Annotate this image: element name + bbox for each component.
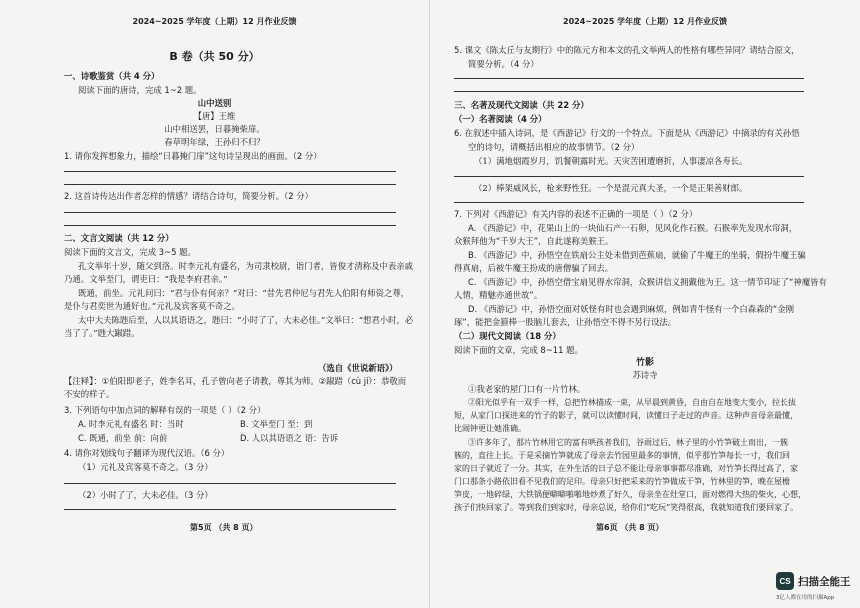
option-a: A. 时李元礼有盛名 时：当时: [78, 419, 184, 429]
note-label: 【注释】: [64, 376, 94, 386]
quoted-poem-1: （1）满地烟霞岁月，饥餐朝露时光。天灾苦困遭磨折，人事凄凉各寿长。: [474, 156, 748, 166]
article-para: ②阳光似乎有一双手一样，总把竹林描成一束，从早晨到黄昏，自由自在地变大变小，拉长拔: [468, 398, 796, 407]
quoted-poem-2: （2）棒架威风长，枪来野性狂。一个是混元真大圣，一个是正果善财郎。: [474, 183, 748, 193]
answer-line: [454, 202, 804, 203]
option-b-cont: 得真扇，后被牛魔王扮成的唐僧骗了回去。: [454, 263, 614, 273]
passage-line: 既通，前坐。元礼问曰：“君与仆有何亲？”对曰：“昔先君仲尼与君先人伯阳有师资之尊，: [78, 288, 410, 298]
page-footer: 第5页 （共 8 页）: [190, 523, 258, 532]
article-para: 笋皮，一地碎绿，大铁锅便噼噼啪啪地炒煮了好久，母亲坐在灶堂口，面对燃得大热的柴火，心想，: [454, 490, 806, 499]
article-para: 短，从家门口探进来的竹子的影子，就可以读懂时间，读懂日子走过的声音。这种声音母亲最懂，: [454, 411, 798, 420]
option-c: C. 《西游记》中，孙悟空借宝扇见得水帘洞，众猴讲信义拥戴他为王。这一情节印证了“神魔皆有: [468, 277, 827, 287]
passage-line: 太中大夫陈韪后至，人以其语语之，韪曰：“小时了了，大未必佳。”文举曰：“想君小时，必: [78, 315, 414, 325]
page-header: 2024~2025 学年度（上期）12 月作业反馈: [563, 17, 727, 26]
passage-line: 当了了。”韪大踧踖。: [64, 328, 140, 338]
scanner-watermark: [776, 572, 856, 604]
option-a-cont: 众猴拜他为“千岁大王”，自此遂称美猴王。: [454, 236, 614, 246]
option-c: C. 既通，前坐 前：向前: [78, 433, 168, 443]
passage-line: 乃通。文举至门，谓吏曰：“我是李府君亲。”: [64, 274, 228, 284]
article-para: 孩子们快回家了。等到我们到家时，母亲总说，给你们“吃玩”笑得很高，我就知道我们要回家了。: [454, 503, 799, 512]
option-d-cont: 琢”，能把金箍棒一股脑儿套去，让孙悟空不得不另行设法。: [454, 317, 677, 327]
poem-author: 【唐】王维: [193, 111, 236, 121]
answer-line: [64, 483, 396, 484]
answer-line: [454, 91, 804, 92]
poetry-section-title: 一、诗歌鉴赏（共 4 分）: [64, 71, 160, 81]
question-4-2: （2）小时了了，大未必佳。（3 分）: [78, 490, 213, 500]
section-3-title: 三、名著及现代文阅读（共 22 分）: [454, 100, 589, 110]
option-a: A. 《西游记》中，花果山上的一块仙石产一石卵，见风化作石猴。石猴率先发现水帘洞，: [468, 223, 798, 233]
option-d: D. 人以其语语之 语：告诉: [240, 433, 339, 443]
page-header: 2024~2025 学年度（上期）12 月作业反馈: [132, 17, 297, 26]
camscanner-logo-icon: CS: [776, 572, 794, 590]
modern-reading-intro: 阅读下面的文章，完成 8~11 题。: [454, 345, 583, 355]
article-author: 苏诗寺: [632, 370, 658, 380]
answer-line: [64, 212, 396, 213]
passage-line: 是仆与君奕世为通好也。”元礼及宾客莫不奇之。: [64, 301, 240, 311]
question-5: 5. 课文《陈太丘与友期行》中的陈元方和本文的孔文举两人的性格有哪些异同？请结合原文，: [454, 45, 800, 55]
question-7: 7. 下列对《西游记》有关内容的表述不正确的一项是（ ）（2 分）: [454, 209, 698, 219]
section-b-title: B 卷（共 50 分）: [169, 50, 260, 63]
article-para: ③许多年了，那片竹林用它的富有哄孩者我们，谷雨过后，林子里的小竹笋破土而出，一簇: [468, 438, 788, 447]
poem-line: 山中相送罢，日暮掩柴扉。: [164, 124, 265, 134]
note-text: 不安的样子。: [64, 389, 115, 399]
question-5-cont: 简要分析。（4 分）: [468, 59, 539, 69]
option-d: D. 《西游记》中，孙悟空面对妖怪有时也会遇到麻烦，例如青牛怪有一个白森森的“金刚: [468, 304, 794, 314]
article-para: 门口那条小路依旧看不见我们的足印。母亲只好把采来的竹笋做成干笋，竹林里的笋，晚在屋檐: [454, 477, 790, 486]
scanner-app-name: 扫描全能王: [798, 576, 851, 588]
classical-intro: 阅读下面的文言文，完成 3~5 题。: [64, 247, 196, 257]
poem-line: 春草明年绿，王孙归不归？: [164, 137, 265, 147]
question-1: 1. 请你发挥想象力，描绘“日暮掩门扉”这句诗呈现出的画面。（2 分）: [64, 151, 322, 161]
article-title: 竹影: [635, 358, 654, 368]
option-b: B. 《西游记》中，孙悟空在铁扇公主处未借到芭蕉扇，就偷了牛魔王的坐骑，假扮牛魔王骗: [468, 250, 806, 260]
modern-reading-title: （二）现代文阅读（18 分）: [454, 331, 561, 341]
article-para: 家的日子就近了一分。其实，在外生活的日子总不能让母亲事事都尽准确，对竹笋长得过高了，家: [454, 464, 798, 473]
note-text: ：①伯阳即老子，姓李名耳，孔子曾向老子请教，尊其为师。②踧踖（cù jí）：恭敬而: [93, 376, 407, 386]
passage-source: （选自《世说新语》）: [318, 363, 398, 373]
classics-title: （一）名著阅读（4 分）: [454, 114, 547, 124]
right-page: [430, 0, 860, 608]
answer-line: [454, 78, 804, 79]
question-2: 2. 这首诗传达出作者怎样的情感？请结合诗句，简要分析。（2 分）: [64, 191, 313, 201]
classical-section-title: 二、文言文阅读（共 12 分）: [64, 233, 174, 243]
answer-line: [454, 176, 804, 177]
article-para: ①我老家的屋门口有一片竹林。: [468, 384, 586, 394]
page-footer: 第6页 （共 8 页）: [596, 523, 664, 532]
passage-line: 孔文举年十岁，随父到洛。时李元礼有盛名，为司隶校尉，诣门者，皆俊才清称及中表亲戚: [78, 261, 413, 271]
question-3: 3. 下列语句中加点词的解释有误的一项是（ ）（2 分）: [64, 405, 266, 415]
question-6-cont: 空的诗句，请概括出相应的故事情节。（2 分）: [468, 142, 640, 152]
question-4: 4. 请你对划线句子翻译为现代汉语。（6 分）: [64, 448, 230, 458]
option-b: B. 文举至门 至：到: [240, 419, 313, 429]
answer-line: [64, 171, 396, 172]
poetry-intro: 阅读下面的唐诗，完成 1~2 题。: [78, 85, 202, 95]
answer-line: [64, 509, 396, 510]
answer-line: [64, 225, 396, 226]
article-para: 簇的，直往上长。于是采摘竹笋就成了母亲去竹园里最多的事情，似乎那竹笋每长一寸，我们回: [454, 451, 790, 460]
question-4-1: （1）元礼及宾客莫不奇之。（3 分）: [78, 462, 213, 472]
poem-title: 山中送别: [197, 98, 232, 108]
answer-line: [64, 184, 396, 185]
scanner-app-tagline: 3亿人都在用的扫描App: [776, 595, 835, 601]
option-c-cont: 人情，精魅亦通世故”。: [454, 290, 543, 300]
article-para: 比闹钟更让她准确。: [454, 424, 526, 433]
question-6: 6. 在叙述中插入诗词，是《西游记》行文的一个特点。下面是从《西游记》中摘录的有关孙悟: [454, 128, 800, 138]
